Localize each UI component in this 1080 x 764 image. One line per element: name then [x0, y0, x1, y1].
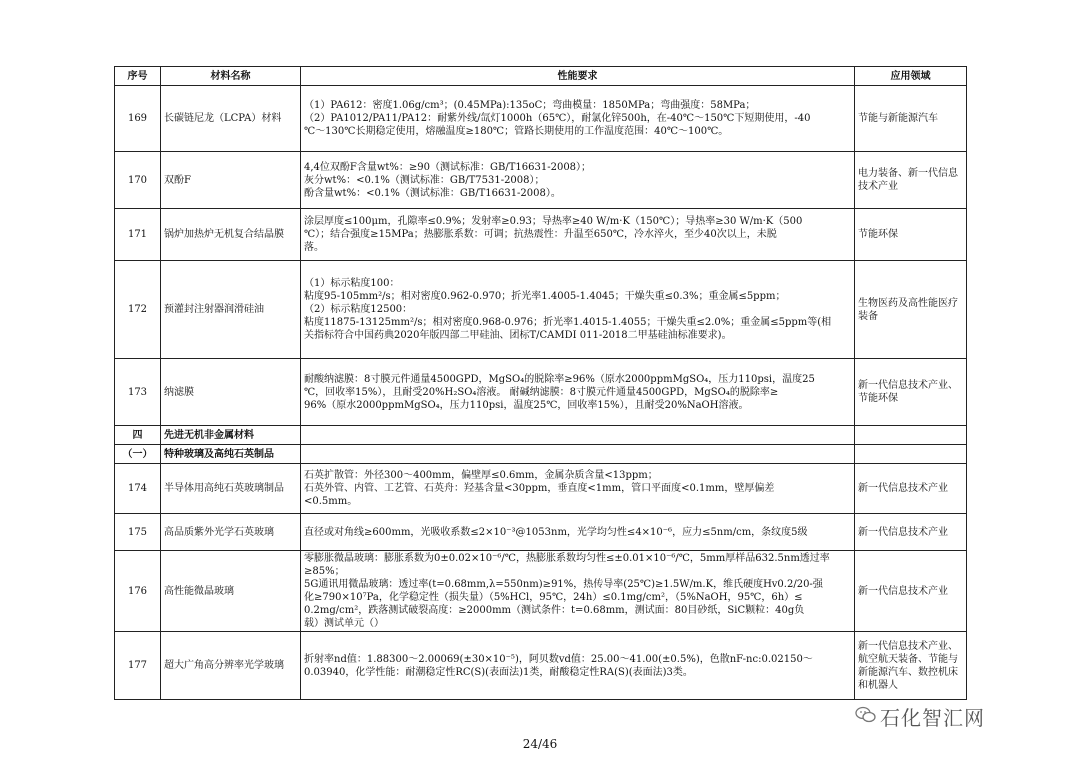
requirements-cell [301, 632, 855, 700]
material-name: 锅炉加热炉无机复合结晶膜 [161, 209, 301, 261]
requirement-line: 灰分wt%：<0.1%（测试标准：GB/T7531-2008）； [304, 174, 545, 186]
table-row [115, 86, 967, 152]
watermark-text: 石化智汇网 [880, 706, 985, 730]
empty-cell [301, 445, 855, 464]
header-name: 材料名称 [161, 67, 301, 86]
table-row [115, 464, 967, 514]
header-no: 序号 [115, 67, 161, 86]
requirement-line: 0.2mg/cm²，跌落测试破裂高度：≥2000mm（测试条件：t=0.68mm，测试面：80目砂纸，SiC颗粒：40g负 [304, 605, 805, 616]
requirements-cell [301, 261, 855, 359]
requirement-line: 粘度95-105mm²/s；相对密度0.962-0.970；折光率1.4005-1.4045；干燥失重≤0.3%；重金属≤5ppm； [304, 291, 786, 302]
material-name: 双酚F [161, 152, 301, 209]
requirements-cell [301, 551, 855, 632]
wechat-icon [855, 706, 877, 724]
row-number: 176 [115, 551, 161, 632]
requirement-line: ℃，回收率15%），且耐受20%H₂SO₄溶液。 耐碱纳滤膜：8寸膜元件通量4500GPD，MgSO₄的脱除率≥ [304, 386, 779, 398]
application-field: 节能与新能源汽车 [855, 86, 967, 152]
requirement-line: 耐酸纳滤膜：8寸膜元件通量4500GPD，MgSO₄的脱除率≥96%（原水2000ppmMgSO₄，压力110psi，温度25 [304, 373, 815, 385]
subsection-row [115, 445, 967, 464]
table-header-row [115, 67, 967, 86]
table-row [115, 632, 967, 700]
application-field: 新一代信息技术产业 [855, 514, 967, 551]
material-name: 高品质紫外光学石英玻璃 [161, 514, 301, 551]
table-row [115, 551, 967, 632]
requirement-line: 折射率nd值：1.88300～2.00069(±30×10⁻⁵)，阿贝数vd值：25.00～41.00(±0.5%)，色散nF-nc:0.02150～ [304, 653, 813, 665]
table-row [115, 209, 967, 261]
requirement-line: 5G通讯用微晶玻璃：透过率(t=0.68mm,λ=550nm)≥91%，热传导率(25℃)≥1.5W/m.K，维氏硬度Hv0.2/20-强 [304, 579, 823, 590]
requirement-line: 石英外管、内管、工艺管、石英舟：羟基含量<30ppm，垂直度<1mm，管口平面度<0.1mm，壁厚偏差 [304, 483, 775, 494]
requirement-line: 酚含量wt%：<0.1%（测试标准：GB/T16631-2008）。 [304, 187, 561, 199]
empty-cell [855, 426, 967, 445]
requirement-line: 粘度11875-13125mm²/s；相对密度0.968-0.976；折光率1.4015-1.4055；干燥失重≤2.0%；重金属≤5ppm等(相 [304, 317, 832, 328]
table-row [115, 261, 967, 359]
row-number: 177 [115, 632, 161, 700]
section-title: 先进无机非金属材料 [161, 426, 301, 445]
requirement-line: （1）标示粘度100： [304, 278, 400, 289]
application-field: 新一代信息技术产业、航空航天装备、节能与新能源汽车、数控机床和机器人 [855, 632, 967, 700]
requirement-line: 化≥790×10⁷Pa，化学稳定性（损失量）（5%HCl，95℃，24h）≤0.1mg/cm²，（5%NaOH，95℃，6h）≤ [304, 592, 803, 603]
requirement-line: 4,4位双酚F含量wt%：≥90（测试标准：GB/T16631-2008）； [304, 161, 592, 173]
requirement-line: 载）测试单元（） [304, 618, 384, 629]
material-name: 超大广角高分辨率光学玻璃 [161, 632, 301, 700]
requirement-line: 落。 [304, 242, 324, 253]
spec-table [114, 66, 967, 700]
requirement-line: ℃）；结合强度≥15MPa；热膨胀系数：可调；抗热震性：升温至650℃，冷水淬火，至少40次以上，未脱 [304, 229, 777, 240]
material-name: 长碳链尼龙（LCPA）材料 [161, 86, 301, 152]
row-number: 171 [115, 209, 161, 261]
row-number: 172 [115, 261, 161, 359]
requirement-line: （2）标示粘度12500： [304, 304, 413, 315]
requirement-line: （1）PA612：密度1.06g/cm³；(0.45MPa):135oC；弯曲模量：1850MPa；弯曲强度：58MPa； [304, 100, 756, 111]
table-row [115, 359, 967, 426]
application-field: 节能环保 [855, 209, 967, 261]
requirement-line: 直径或对角线≥600mm，光吸收系数≤2×10⁻³@1053nm，光学均匀性≤4×10⁻⁶，应力≤5nm/cm，条纹度5级 [304, 526, 808, 538]
material-name: 高性能微晶玻璃 [161, 551, 301, 632]
row-number: 169 [115, 86, 161, 152]
requirement-line: ℃～130℃长期稳定使用，熔融温度≥180℃；管路长期使用的工作温度范围：40℃～100℃。 [304, 126, 729, 137]
subsection-no: （一） [115, 445, 161, 464]
section-no: 四 [115, 426, 161, 445]
requirement-line: 0.03940，化学性能：耐潮稳定性RC(S)(表面法)1类，耐酸稳定性RA(S)(表面法)3类。 [304, 666, 693, 678]
requirements-cell [301, 86, 855, 152]
empty-cell [301, 426, 855, 445]
application-field: 新一代信息技术产业 [855, 464, 967, 514]
requirement-line: 石英扩散管：外径300～400mm，偏壁厚≤0.6mm，金属杂质含量<13ppm； [304, 470, 658, 481]
page-number: 24/46 [522, 737, 558, 751]
requirement-line: 涂层厚度≤100μm，孔隙率≤0.9%；发射率≥0.93；导热率≥40 W/m·K（150℃）；导热率≥30 W/m·K（500 [304, 216, 803, 227]
requirements-cell [301, 359, 855, 426]
material-name: 纳滤膜 [161, 359, 301, 426]
row-number: 173 [115, 359, 161, 426]
subsection-title: 特种玻璃及高纯石英制品 [161, 445, 301, 464]
table-row [115, 152, 967, 209]
row-number: 170 [115, 152, 161, 209]
row-number: 175 [115, 514, 161, 551]
requirements-cell [301, 209, 855, 261]
section-row [115, 426, 967, 445]
material-name: 半导体用高纯石英玻璃制品 [161, 464, 301, 514]
requirements-cell [301, 152, 855, 209]
requirement-line: 关指标符合中国药典2020年版四部二甲硅油、团标T/CAMDI 011-2018二甲基硅油标准要求)。 [304, 330, 732, 341]
requirements-cell [301, 514, 855, 551]
application-field: 电力装备、新一代信息技术产业 [855, 152, 967, 209]
table-row [115, 514, 967, 551]
material-name: 预灌封注射器润滑硅油 [161, 261, 301, 359]
requirement-line: ≥85%； [304, 566, 345, 577]
application-field: 新一代信息技术产业、节能环保 [855, 359, 967, 426]
header-requirements: 性能要求 [301, 67, 855, 86]
requirement-line: 零膨胀微晶玻璃：膨胀系数为0±0.02×10⁻⁶/℃，热膨胀系数均匀性≤±0.01×10⁻⁶/℃，5mm厚样品632.5nm透过率 [304, 553, 830, 564]
requirement-line: 96%（原水2000ppmMgSO₄，压力110psi，温度25℃，回收率15%），且耐受20%NaOH溶液。 [304, 399, 749, 411]
requirement-line: （2）PA1012/PA11/PA12：耐紫外线/氙灯1000h（65℃），耐氯化锌500h，在-40℃～150℃下短期使用，-40 [304, 113, 811, 124]
requirements-cell [301, 464, 855, 514]
application-field: 新一代信息技术产业 [855, 551, 967, 632]
header-application: 应用领域 [855, 67, 967, 86]
requirement-line: <0.5mm。 [304, 496, 358, 507]
empty-cell [855, 445, 967, 464]
row-number: 174 [115, 464, 161, 514]
application-field: 生物医药及高性能医疗装备 [855, 261, 967, 359]
